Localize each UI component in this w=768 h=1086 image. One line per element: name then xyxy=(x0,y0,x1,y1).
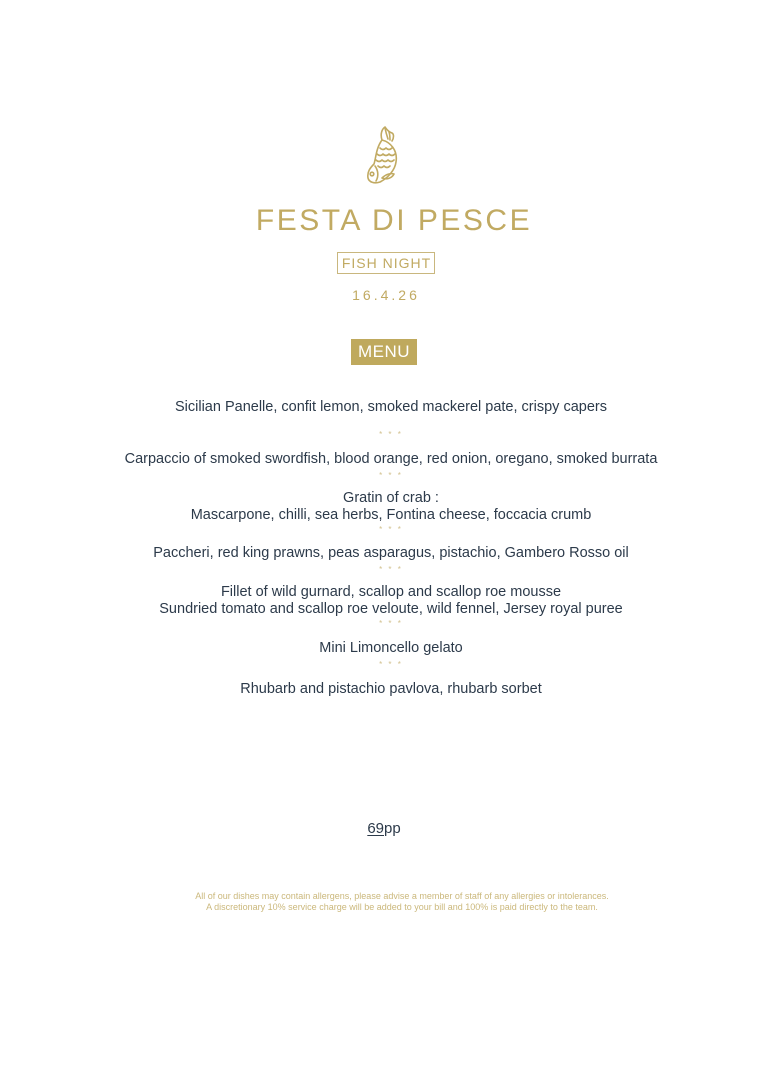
course-3-detail: Mascarpone, chilli, sea herbs, Fontina cheese, foccacia crumb xyxy=(190,507,592,523)
course-divider: * * * xyxy=(379,471,403,480)
menu-heading-container xyxy=(0,339,768,365)
event-date: 16.4.26 xyxy=(352,287,420,303)
course-divider: * * * xyxy=(379,565,403,574)
fish-icon xyxy=(360,124,408,188)
course-divider: * * * xyxy=(379,660,403,669)
service-charge-notice: A discretionary 10% service charge will be added to your bill and 100% is paid directly to the team. xyxy=(206,902,598,912)
menu-heading-badge: MENU xyxy=(351,339,417,365)
subtitle-badge: FISH NIGHT xyxy=(337,252,435,274)
page-title: FESTA DI PESCE xyxy=(255,204,533,237)
course-1: Sicilian Panelle, confit lemon, smoked mackerel pate, crispy capers xyxy=(175,399,607,415)
course-5-detail: Sundried tomato and scallop roe veloute, wild fennel, Jersey royal puree xyxy=(159,601,623,617)
footer-notes xyxy=(0,891,768,913)
course-2: Carpaccio of smoked swordfish, blood orange, red onion, oregano, smoked burrata xyxy=(124,451,658,467)
course-4: Paccheri, red king prawns, peas asparagus, pistachio, Gambero Rosso oil xyxy=(153,545,629,561)
price-unit: pp xyxy=(384,820,401,837)
course-7: Rhubarb and pistachio pavlova, rhubarb sorbet xyxy=(240,681,542,697)
allergen-notice: All of our dishes may contain allergens, please advise a member of staff of any allergies or intolerances. xyxy=(195,891,609,901)
course-6: Mini Limoncello gelato xyxy=(319,640,463,656)
price xyxy=(0,820,768,838)
course-divider: * * * xyxy=(379,430,403,439)
course-5-title: Fillet of wild gurnard, scallop and scallop roe mousse xyxy=(220,584,562,600)
course-divider: * * * xyxy=(379,619,403,628)
course-divider: * * * xyxy=(379,525,403,534)
price-amount: 69 xyxy=(367,820,384,837)
subtitle-container xyxy=(0,252,768,274)
course-3-title: Gratin of crab : xyxy=(343,490,439,506)
